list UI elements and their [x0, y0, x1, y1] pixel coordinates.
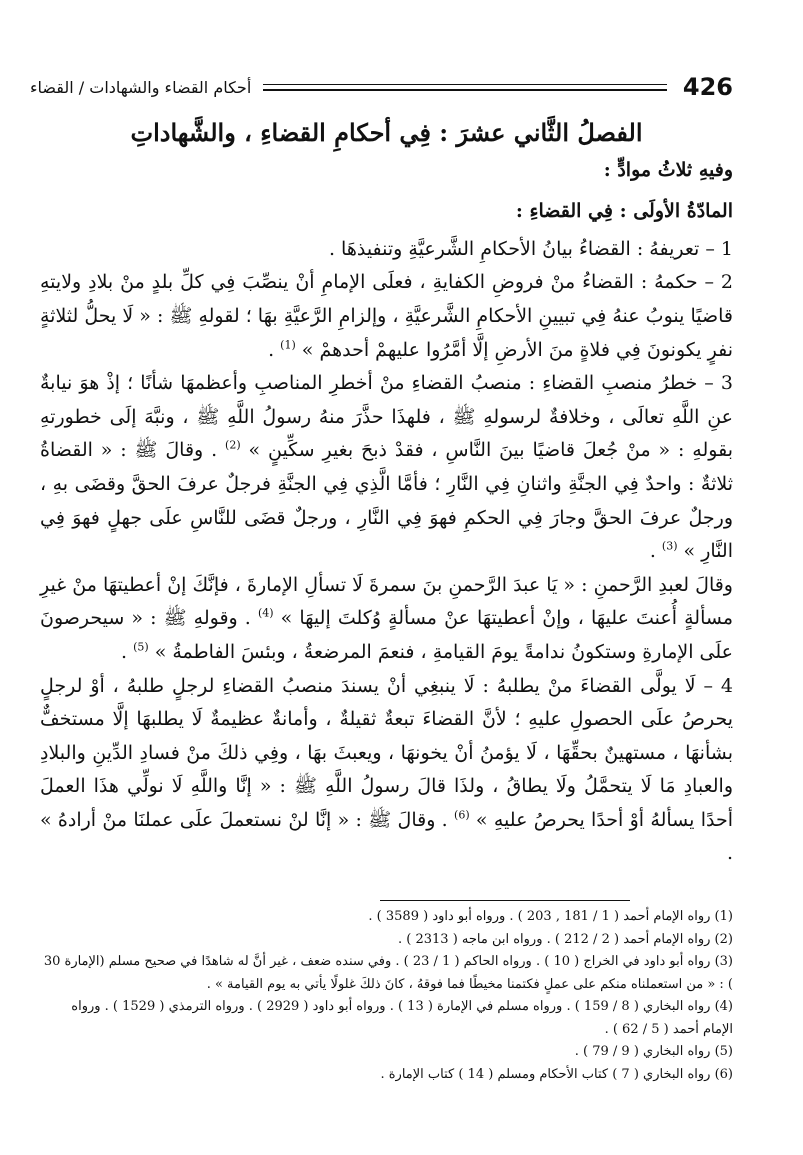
paragraph-ruling: [40, 266, 733, 367]
paragraph-tail: . وقالَ ﷺ : « إنَّا لنْ نستعملَ علَى عملنَا منْ أرادهُ » .: [40, 808, 733, 865]
paragraph-definition: [40, 233, 733, 267]
paragraph-text: . وقولهِ ﷺ : « سيحرصونَ علَى الإمارةِ وستكونُ ندامةً يومَ القيامةِ ، فنعمَ المرضعةُ ، وبئسَ الفاطمةُ »: [40, 607, 733, 663]
paragraph-tail: .: [268, 338, 275, 361]
footnote-3: (3) رواه أبو داود في الخراج ( 10 ) . ورواه الحاكم ( 1 / 23 ) . وفي سنده ضعف ، غير أنَّ له شاهدًا في صحيح مسلم (الإمارة 30 ) : « من استعملناه منكم على عملٍ فكتمنا مخيطًا فما فوقهُ ، كانَ ذلكَ غلولًا يأتي به يوم القيامة » .: [43, 954, 733, 992]
footnote-ref[interactable]: (5): [133, 640, 149, 654]
footnote-ref[interactable]: (6): [454, 808, 470, 822]
footnote-divider: [380, 900, 630, 901]
paragraph-text: 1 – تعريفهُ : القضاءُ بيانُ الأحكامِ الشَّرعيَّةِ وتنفيذهَا .: [328, 237, 733, 260]
paragraph-not-seeker: [40, 670, 733, 872]
footnote-4: (4) رواه البخاري ( 8 / 159 ) . ورواه مسلم في الإمارة ( 13 ) . ورواه أبو داود ( 2929 ) . ورواه الترمذي ( 1529 ) . ورواه الإمام أحمد ( 5 / 62 ) .: [71, 999, 733, 1037]
running-head: [30, 70, 733, 104]
header-rule: [263, 84, 667, 91]
paragraph-danger: [40, 367, 733, 569]
footnote-2: (2) رواه الإمام أحمد ( 2 / 212 ) . ورواه ابن ماجه ( 2313 ) .: [398, 931, 733, 947]
footnote-ref[interactable]: (1): [280, 338, 296, 352]
footnote-ref[interactable]: (3): [661, 539, 678, 553]
footnotes: [40, 906, 733, 1086]
footnote-ref[interactable]: (2): [225, 439, 241, 453]
footnote-6: (6) رواه البخاري ( 7 ) كتاب الأحكام ومسلم ( 14 ) كتاب الإمارة .: [380, 1066, 733, 1082]
footnote-5: (5) رواه البخاري ( 9 / 79 ) .: [574, 1044, 733, 1059]
chapter-intro: وفيهِ ثلاثُ موادٍّ :: [603, 158, 733, 181]
article-title: المادّةُ الأولَى : فِي القضاءِ :: [515, 200, 733, 223]
chapter-title: الفصلُ الثَّاني عشرَ : فِي أحكامِ القضاءِ ، والشَّهاداتِ: [130, 118, 643, 147]
paragraph-text: 4 – لَا يولَّى القضاءَ منْ يطلبهُ : لَا ينبغِي أنْ يسندَ منصبُ القضاءِ لرجلٍ طلبهُ ، أوْ لرجلٍ يحرصُ علَى الحصولِ عليهِ ؛ لأنَّ القضاءَ تبعةٌ ثقيلةٌ ، وأمانةٌ عظيمةٌ لَا يطلبهَا إلَّا مستخفٌّ بشأنهَا ، مستهينٌ بحقِّهَا ، لَا يؤمنُ أنْ يخونهَا ، ويعبثَ بهَا ، وفِي ذلكَ منْ فسادِ الدِّينِ والبلادِ والعبادِ مَا لَا يتحمَّلُ ولَا يطاقُ ، ولذَا قالَ رسولُ اللَّهِ ﷺ : « إنَّا واللَّهِ لَا نولِّي هذَا العملَ أحدًا يسألهُ أوْ أحدًا يحرصُ عليهِ »: [40, 674, 733, 831]
paragraph-text: . وقالَ ﷺ : « القضاةُ ثلاثةٌ : واحدٌ فِي الجنَّةِ واثنانِ فِي النَّارِ ؛ فأمَّا الَّذِي فِي الجنَّةِ فرجلٌ عرفَ الحقَّ وقضَى بهِ ، ورجلٌ عرفَ الحقَّ وجارَ فِي الحكمِ فهوَ فِي النَّارِ ، ورجلٌ قضَى للنَّاسِ علَى جهلٍ فهوَ فِي النَّارِ »: [40, 439, 733, 563]
paragraph-text: 3 – خطرُ منصبِ القضاءِ : منصبُ القضاءِ منْ أخطرِ المناصبِ وأعظمهَا شأنًا ؛ إذْ هوَ نيابةٌ عنِ اللَّهِ تعالَى ، وخلافةٌ لرسولهِ ﷺ ، فلهذَا حذَّرَ منهُ رسولُ اللَّهِ ﷺ ، ونبَّهَ إلَى خطورتهِ بقولهِ : « منْ جُعلَ قاضيًا بينَ النَّاسِ ، فقدْ ذبحَ بغيرِ سكِّينٍ »: [40, 372, 733, 462]
paragraph-tail: .: [120, 640, 128, 663]
page-number: 426: [682, 73, 733, 101]
paragraph-tail: .: [649, 540, 656, 563]
paragraph-text: 2 – حكمهُ : القضاءُ منْ فروضِ الكفايةِ ، فعلَى الإمامِ أنْ ينصِّبَ فِي كلِّ بلدٍ منْ بلادِ ولايتهِ قاضيًا ينوبُ عنهُ فِي تبيينِ الأحكامِ الشَّرعيَّةِ ، وإلزامِ الرَّعيَّةِ بهَا ؛ لقولهِ ﷺ : « لَا يحلُّ لثلاثةٍ نفرٍ يكونونَ فِي فلاةٍ منَ الأرضِ إلَّا أمَّرُوا عليهمْ أحدهمْ »: [40, 271, 733, 361]
main-text: [40, 112, 733, 871]
paragraph-text: وقالَ لعبدِ الرَّحمنِ : « يَا عبدَ الرَّحمنِ بنَ سمرةَ لَا تسألِ الإمارةَ ، فإنَّكَ إنْ أعطيتهَا منْ غيرِ مسألةٍ أُعنتَ عليهَا ، وإنْ أعطيتهَا عنْ مسألةٍ وُكلتَ إليهَا »: [40, 573, 734, 630]
footnote-1: (1) رواه الإمام أحمد ( 1 / 181 , 203 ) . ورواه أبو داود ( 3589 ) .: [368, 909, 733, 924]
footnote-ref[interactable]: (4): [257, 606, 274, 620]
paragraph-hadith-abdulrahman: [40, 569, 733, 670]
running-title: أحكام القضاء والشهادات / القضاء: [30, 77, 252, 97]
